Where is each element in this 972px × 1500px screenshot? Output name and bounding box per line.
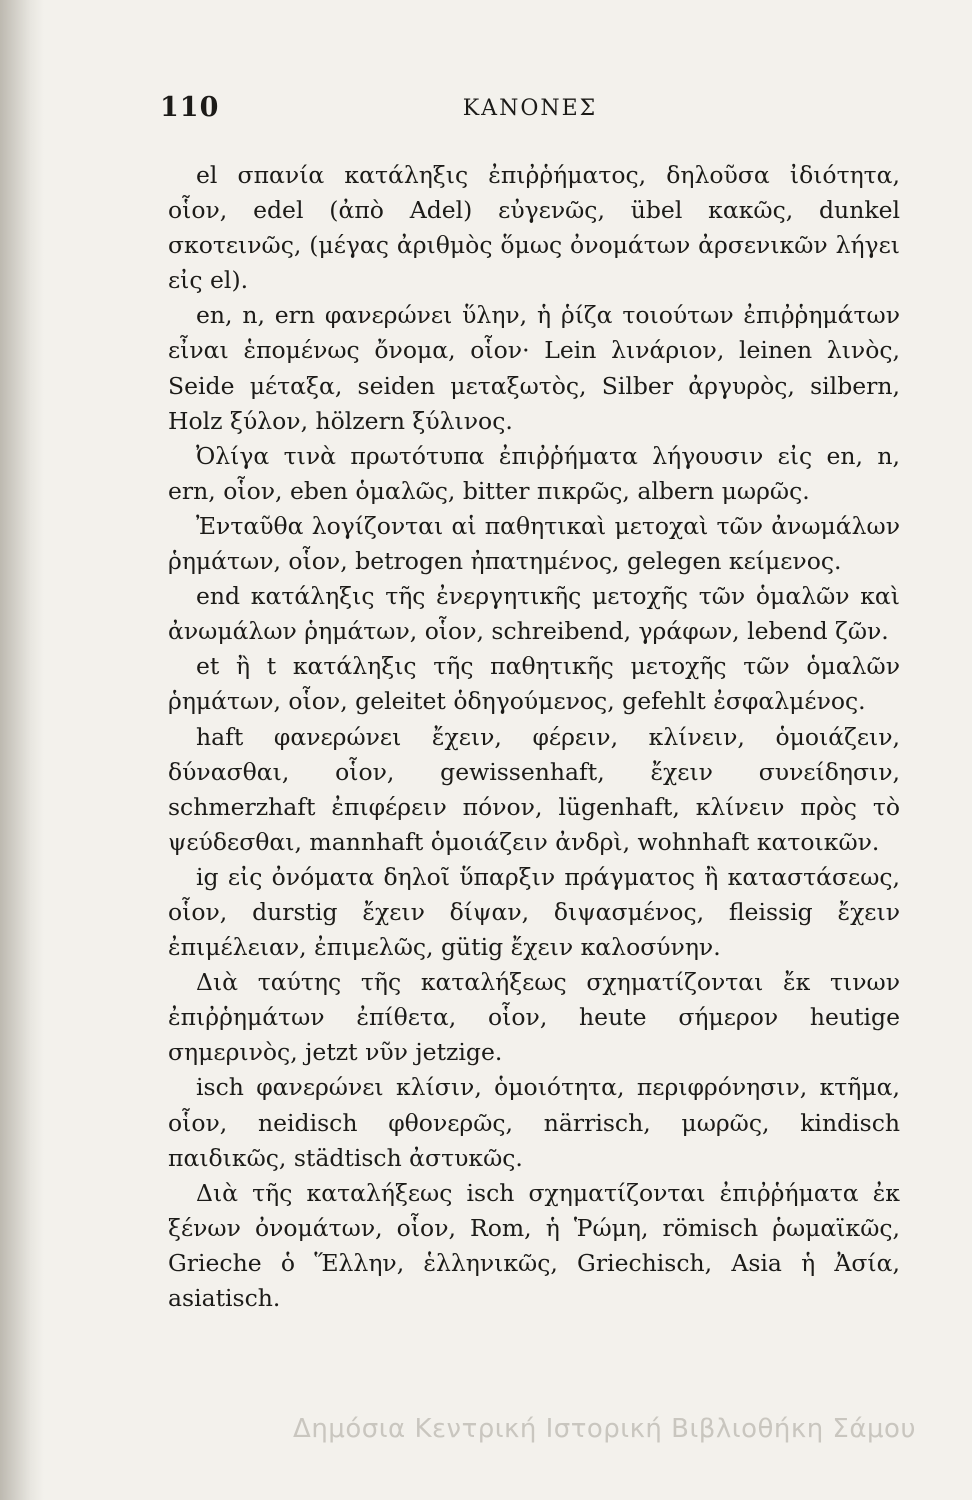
paragraph-et: et ἢ t κατάληξις τῆς παθητικῆς μετοχῆς τῶν ὁμαλῶν ῥημάτων, οἷον, geleitet ὁδηγούμενος, gefehlt ἐσφαλμένος. [168,652,900,716]
paragraph-el: el σπανία κατάληξις ἐπιῤῥήματος, δηλοῦσα ἰδιότητα, οἷον, edel (ἀπὸ Adel) εὐγενῶς, übel κακῶς, dunkel σκοτεινῶς, (μέγας ἀριθμὸς ὅμως ὀνομάτων ἀρσενικῶν λήγει εἰς el). [168,161,900,295]
page-header [160,92,900,132]
page-number: 110 [160,92,220,123]
paragraph-isch-foreign: Διὰ τῆς καταλήξεως isch σχηματίζονται ἐπιῤῥήματα ἐκ ξένων ὀνομάτων, οἷον, Rom, ἡ Ῥώμη, römisch ῥωμαϊκῶς, Grieche ὁ Ἕλλην, ἑλληνικῶς, Griechisch, Asia ἡ Ἀσία, asiatisch. [168,1178,900,1312]
paragraph-participles: Ἐνταῦθα λογίζονται αἱ παθητικαὶ μετοχαὶ τῶν ἀνωμάλων ῥημάτων, οἷον, betrogen ἠπατημένος, gelegen κείμενος. [168,511,900,576]
paragraph-isch: isch φανερώνει κλίσιν, ὁμοιότητα, περιφρόνησιν, κτῆμα, οἷον, neidisch φθονερῶς, närrisch, μωρῶς, kindisch παιδικῶς, städtisch ἀστυκῶς. [168,1073,900,1172]
running-title: ΚΑΝΟΝΕΣ [462,96,598,121]
paragraph-ig: ig εἰς ὀνόματα δηλοῖ ὕπαρξιν πράγματος ἢ καταστάσεως, οἷον, durstig ἔχειν δίψαν, διψασμένος, fleissig ἔχειν ἐπιμέλειαν, ἐπιμελῶς, gütig ἔχειν καλοσύνην. [168,862,900,962]
paragraph-end: end κατάληξις τῆς ἐνεργητικῆς μετοχῆς τῶν ὁμαλῶν καὶ ἀνωμάλων ῥημάτων, οἷον, schreibend, γράφων, lebend ζῶν. [168,582,900,646]
paragraph-ig-adjectives: Διὰ ταύτης τῆς καταλήξεως σχηματίζονται ἔκ τινων ἐπιῤῥημάτων ἐπίθετα, οἷον, heute σήμερον heutige σημερινὸς, jetzt νῦν jetzige. [168,968,900,1067]
paragraph-haft: haft φανερώνει ἔχειν, φέρειν, κλίνειν, ὁμοιάζειν, δύνασθαι, οἷον, gewissenhaft, ἔχειν συνείδησιν, schmerzhaft ἐπιφέρειν πόνον, lügenhaft, κλίνειν πρὸς τὸ ψεύδεσθαι, mannhaft ὁμοιάζειν ἀνδρὶ, wohnhaft κατοικῶν. [168,722,900,856]
page-gutter-shadow [0,0,44,1500]
paragraph-en: en, n, ern φανερώνει ὕλην, ἡ ῥίζα τοιούτων ἐπιῤῥημάτων εἶναι ἑπομένως ὄνομα, οἷον· Lein λινάριον, leinen λινὸς, Seide μέταξα, seiden μεταξωτὸς, Silber ἀργυρὸς, silbern, Holz ξύλον, hölzern ξύλινος. [168,301,900,435]
paragraph-primitives: Ὀλίγα τινὰ πρωτότυπα ἐπιῤῥήματα λήγουσιν εἰς en, n, ern, οἷον, eben ὁμαλῶς, bitter πικρῶς, albern μωρῶς. [168,441,900,505]
body-text [168,158,900,1316]
library-watermark: Δημόσια Κεντρική Ιστορική Βιβλιοθήκη Σάμου [293,1414,916,1444]
